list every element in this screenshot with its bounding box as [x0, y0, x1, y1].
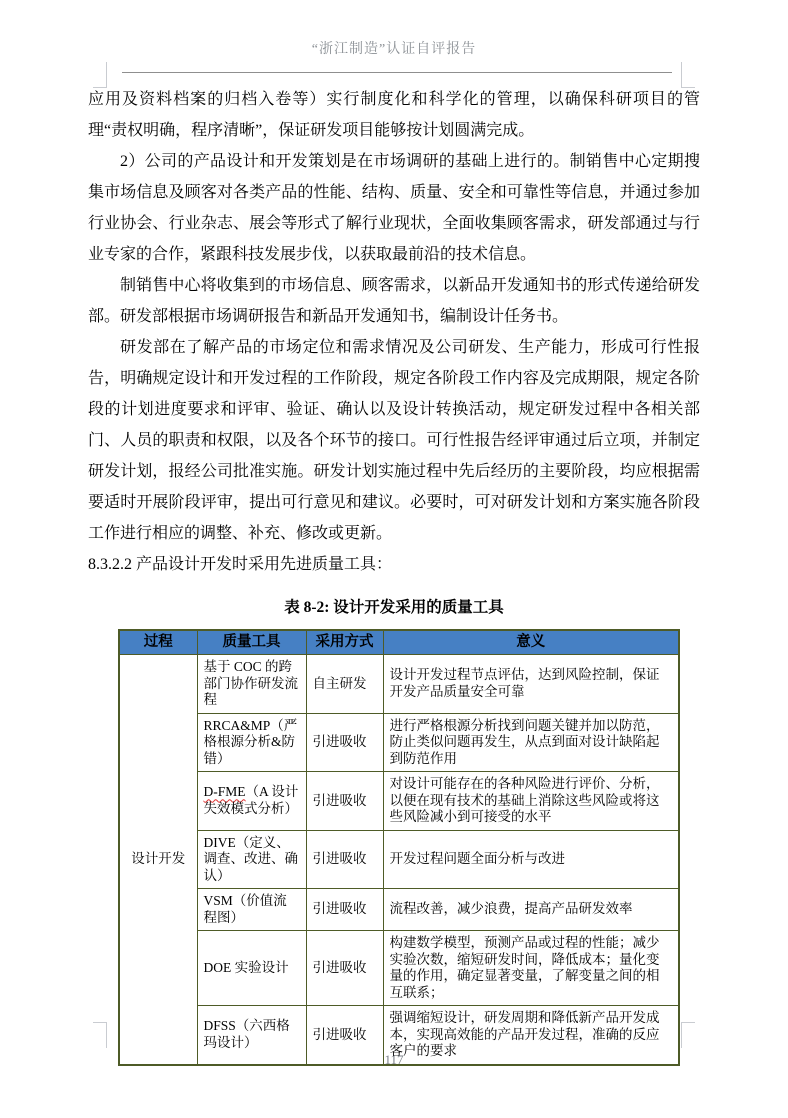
method-cell: 自主研发 — [306, 655, 383, 714]
body-paragraph: 8.3.2.2 产品设计开发时采用先进质量工具： — [88, 556, 393, 573]
table-row — [119, 655, 679, 714]
body-paragraph: 制销售中心将收集到的市场信息、顾客需求，以新品开发通知书的形式传递给研发部。研发部根据市场调研报告和新品开发通知书，编制设计任务书。 — [88, 277, 700, 325]
meaning-cell: 开发过程问题全面分析与改进 — [383, 830, 679, 889]
method-cell: 引进吸收 — [306, 772, 383, 831]
page-footer — [0, 1052, 788, 1068]
column-header: 过程 — [119, 630, 197, 655]
table-row — [119, 931, 679, 1006]
tool-cell: DOE 实验设计 — [197, 931, 306, 1006]
table-row — [119, 713, 679, 772]
method-cell: 引进吸收 — [306, 1006, 383, 1065]
meaning-cell: 进行严格根源分析找到问题关键并加以防范，防止类似问题再发生，从点到面对设计缺陷起到防范作用 — [383, 713, 679, 772]
body-paragraph: 应用及资料档案的归档入卷等）实行制度化和科学化的管理，以确保科研项目的管理“责权明确，程序清晰”，保证研发项目能够按计划圆满完成。 — [88, 91, 700, 139]
header-title: “浙江制造”认证自评报告 — [311, 42, 477, 57]
tool-cell: VSM（价值流程图） — [197, 889, 306, 931]
tool-cell: 基于 COC 的跨部门协作研发流程 — [197, 655, 306, 714]
method-cell: 引进吸收 — [306, 889, 383, 931]
method-cell: 引进吸收 — [306, 931, 383, 1006]
body-paragraph: 研发部在了解产品的市场定位和需求情况及公司研发、生产能力，形成可行性报告，明确规定设计和开发过程的工作阶段，规定各阶段工作内容及完成期限，规定各阶段的计划进度要求和评审、验证、确认以及设计转换活动，规定研发过程中各相关部门、人员的职责和权限，以及各个环节的接口。可行性报告经评审通过后立项，并制定研发计划，报经公司批准实施。研发计划实施过程中先后经历的主要阶段，均应根据需要适时开展阶段评审，提出可行意见和建议。必要时，可对研发计划和方案实施各阶段工作进行相应的调整、补充、修改或更新。 — [88, 339, 700, 542]
meaning-cell: 构建数学模型，预测产品或过程的性能；减少实验次数，缩短研发时间，降低成本；量化变量的作用，确定显著变量，了解变量之间的相互联系； — [383, 931, 679, 1006]
table-row — [119, 889, 679, 931]
body-paragraph: 2）公司的产品设计和开发策划是在市场调研的基础上进行的。制销售中心定期搜集市场信息及顾客对各类产品的性能、结构、质量、安全和可靠性等信息，并通过参加行业协会、行业杂志、展会等形式了解行业现状，全面收集顾客需求，研发部通过与行业专家的合作，紧跟科技发展步伐，以获取最前沿的技术信息。 — [88, 153, 700, 263]
meaning-cell: 强调缩短设计，研发周期和降低新产品开发成本，实现高效能的产品开发过程，准确的反应客户的要求 — [383, 1006, 679, 1065]
table-row — [119, 830, 679, 889]
tool-cell: DIVE（定义、调查、改进、确认） — [197, 830, 306, 889]
quality-tools-table — [118, 629, 680, 1066]
document-body — [88, 84, 700, 1066]
table-caption: 表 8-2: 设计开发采用的质量工具 — [284, 599, 504, 616]
meaning-cell: 流程改善，减少浪费，提高产品研发效率 — [383, 889, 679, 931]
column-header: 质量工具 — [197, 630, 306, 655]
meaning-cell: 设计开发过程节点评估，达到风险控制，保证开发产品质量安全可靠 — [383, 655, 679, 714]
tool-cell: DFSS（六西格玛设计） — [197, 1006, 306, 1065]
table-row — [119, 772, 679, 831]
body-paragraphs — [88, 84, 700, 580]
tool-cell: D-FME（A 设计失效模式分析） — [197, 772, 306, 831]
column-header: 意义 — [383, 630, 679, 655]
spellcheck-underline: D-FME — [203, 784, 246, 800]
method-cell: 引进吸收 — [306, 713, 383, 772]
process-cell: 设计开发 — [119, 655, 197, 1065]
column-header: 采用方式 — [306, 630, 383, 655]
method-cell: 引进吸收 — [306, 830, 383, 889]
meaning-cell: 对设计可能存在的各种风险进行评价、分析，以便在现有技术的基础上消除这些风险或将这些风险减小到可接受的水平 — [383, 772, 679, 831]
tool-cell: RRCA&MP（严格根源分析&防错） — [197, 713, 306, 772]
table-header-row — [119, 630, 679, 655]
header-rule — [122, 72, 672, 73]
page-number: 117 — [384, 1052, 404, 1067]
